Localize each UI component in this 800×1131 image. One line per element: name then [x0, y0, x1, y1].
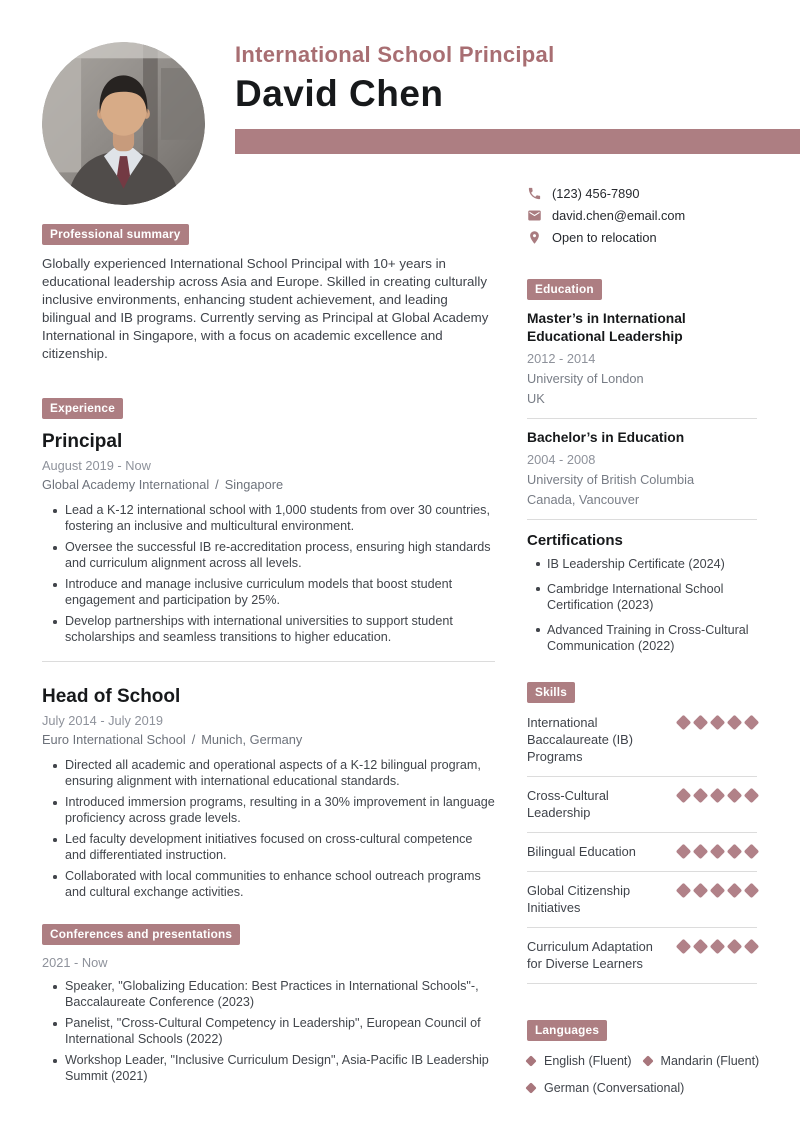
relocation-status: Open to relocation	[552, 229, 657, 245]
degree-location: UK	[527, 391, 545, 407]
skill-name: Bilingual Education	[527, 844, 636, 860]
sidebar-column	[527, 185, 760, 1096]
job-bullet: Led faculty development initiatives focused on cross-cultural competence and differentiated instruction.	[65, 832, 495, 863]
skill-diamond-icon	[710, 715, 726, 731]
skill-diamond-icon	[676, 939, 692, 955]
skill-diamond-icon	[744, 883, 760, 899]
phone-number: (123) 456-7890	[552, 185, 640, 201]
degree-dates: 2012 - 2014	[527, 351, 596, 367]
job-bullet: Oversee the successful IB re-accreditation process, ensuring high standards and curriculum alignment across all levels.	[65, 540, 495, 571]
job-dates: July 2014 - July 2019	[42, 713, 163, 729]
skill-diamond-icon	[710, 883, 726, 899]
languages-section	[527, 1020, 760, 1096]
degree-dates: 2004 - 2008	[527, 452, 596, 468]
job-bullet-list	[42, 758, 495, 900]
job-dates: August 2019 - Now	[42, 458, 151, 474]
education-section-badge: Education	[527, 279, 602, 300]
contact-email-row	[527, 207, 757, 223]
skill-row	[527, 704, 757, 777]
skill-diamond-icon	[710, 844, 726, 860]
conference-item: Workshop Leader, "Inclusive Curriculum Design", Asia-Pacific IB Leadership Summit (2021)	[65, 1053, 495, 1084]
conference-list	[42, 979, 495, 1084]
languages-section-badge: Languages	[527, 1020, 607, 1041]
conferences-section-badge: Conferences and presentations	[42, 924, 240, 945]
phone-icon	[527, 186, 542, 201]
skill-diamond-icon	[693, 939, 709, 955]
location-pin-icon	[527, 230, 542, 245]
degree-title: Bachelor’s in Education	[527, 430, 685, 446]
job-title-heading: Principal	[42, 431, 123, 453]
conferences-section	[42, 924, 495, 1084]
email-icon	[527, 208, 542, 223]
contact-section	[527, 185, 757, 245]
content-columns	[0, 154, 800, 1095]
skill-diamond-icon	[693, 788, 709, 804]
skill-diamond-icon	[727, 883, 743, 899]
profile-photo	[42, 42, 205, 205]
language-label: English (Fluent)	[544, 1054, 632, 1069]
skill-diamond-icon	[744, 844, 760, 860]
job-bullet: Directed all academic and operational aspects of a K-12 bilingual program, ensuring alignment with international educational standards.	[65, 758, 495, 789]
skill-row	[527, 928, 757, 984]
job-company: Euro International School	[42, 732, 186, 748]
degree-location: Canada, Vancouver	[527, 492, 640, 508]
person-name: David Chen	[235, 73, 444, 115]
job-bullet-list	[42, 503, 495, 645]
job-location: Munich, Germany	[201, 732, 303, 748]
skill-diamond-icon	[676, 715, 692, 731]
skill-rating	[678, 885, 757, 896]
skill-diamond-icon	[676, 844, 692, 860]
skill-rating	[678, 941, 757, 952]
meta-separator: /	[191, 732, 196, 748]
skill-name: Global Citizenship Initiatives	[527, 883, 631, 916]
language-label: Mandarin (Fluent)	[660, 1054, 760, 1069]
education-list	[527, 300, 757, 520]
conferences-dates: 2021 - Now	[42, 955, 108, 971]
language-item	[527, 1081, 684, 1095]
skills-list	[527, 704, 757, 984]
skill-diamond-icon	[727, 788, 743, 804]
language-item	[527, 1054, 632, 1068]
skill-row	[527, 777, 757, 833]
job-bullet: Develop partnerships with international universities to support student scholarships and seamless transitions to higher education.	[65, 614, 495, 645]
skill-name: International Baccalaureate (IB) Programs	[527, 715, 633, 765]
language-diamond-icon	[642, 1055, 653, 1066]
degree-entry	[527, 419, 757, 520]
skills-section-badge: Skills	[527, 682, 575, 703]
language-label: German (Conversational)	[544, 1081, 685, 1096]
job-title: International School Principal	[235, 42, 555, 67]
language-diamond-icon	[525, 1082, 536, 1093]
skill-name: Curriculum Adaptation for Diverse Learners	[527, 939, 653, 972]
experience-section-badge: Experience	[42, 398, 123, 419]
job-bullet: Collaborated with local communities to enhance school outreach programs and cultural exchange activities.	[65, 869, 495, 900]
skill-rating	[678, 790, 757, 801]
skill-diamond-icon	[693, 844, 709, 860]
conference-item: Speaker, "Globalizing Education: Best Practices in International Schools"-, Baccalaureate Conference (2023)	[65, 979, 495, 1010]
skill-diamond-icon	[693, 715, 709, 731]
education-section	[527, 279, 757, 520]
job-bullet: Introduced immersion programs, resulting in a 30% improvement in language proficiency across grade levels.	[65, 795, 495, 825]
skill-diamond-icon	[727, 844, 743, 860]
degree-title: Master’s in International Educational Leadership	[527, 311, 686, 345]
skill-diamond-icon	[710, 788, 726, 804]
experience-list	[42, 430, 495, 900]
skill-row	[527, 872, 757, 928]
degree-school: University of British Columbia	[527, 472, 695, 488]
skill-diamond-icon	[710, 939, 726, 955]
certification-item: Advanced Training in Cross-Cultural Communication (2022)	[547, 622, 757, 654]
degree-entry	[527, 300, 757, 419]
contact-location-row	[527, 229, 757, 245]
job-entry	[42, 430, 495, 645]
job-title-heading: Head of School	[42, 686, 181, 708]
skill-rating	[678, 717, 757, 728]
skill-name: Cross-Cultural Leadership	[527, 788, 609, 821]
skill-diamond-icon	[744, 939, 760, 955]
skill-row	[527, 833, 757, 872]
skills-section	[527, 682, 757, 984]
job-bullet: Lead a K-12 international school with 1,000 students from over 30 countries, fostering an inclusive and multicultural environment.	[65, 503, 495, 534]
email-address: david.chen@email.com	[552, 207, 686, 223]
job-meta	[42, 732, 495, 748]
skill-diamond-icon	[744, 788, 760, 804]
meta-separator: /	[215, 477, 219, 493]
certification-item: IB Leadership Certificate (2024)	[547, 556, 757, 572]
header	[235, 0, 800, 154]
accent-bar	[235, 129, 800, 154]
language-diamond-icon	[525, 1055, 536, 1066]
job-location: Singapore	[224, 477, 284, 493]
job-bullet: Introduce and manage inclusive curriculum models that boost student engagement and participation by 25%.	[65, 577, 495, 608]
certifications-heading: Certifications	[527, 532, 623, 550]
certification-list	[527, 556, 757, 654]
skill-diamond-icon	[727, 939, 743, 955]
language-item	[644, 1054, 760, 1068]
job-entry	[42, 661, 495, 900]
profile-photo-image	[42, 42, 205, 205]
job-meta	[42, 477, 495, 493]
summary-section-badge: Professional summary	[42, 224, 189, 245]
skill-diamond-icon	[693, 883, 709, 899]
experience-section	[42, 398, 495, 900]
skill-diamond-icon	[676, 788, 692, 804]
language-list	[527, 1054, 771, 1095]
summary-section	[42, 224, 495, 363]
job-company: Global Academy International	[42, 477, 210, 493]
skill-rating	[678, 846, 757, 857]
conference-item: Panelist, "Cross-Cultural Competency in Leadership", European Council of International Schools (2022)	[65, 1016, 495, 1047]
contact-phone-row	[527, 185, 757, 201]
degree-school: University of London	[527, 371, 644, 387]
skill-diamond-icon	[727, 715, 743, 731]
main-column	[42, 224, 495, 1090]
certification-item: Cambridge International School Certification (2023)	[547, 581, 757, 613]
skill-diamond-icon	[744, 715, 760, 731]
summary-text: Globally experienced International School Principal with 10+ years in educational leadership across Asia and Europe. Skilled in creating culturally inclusive environments, enhancing student achievement, and leading bilingual and IB programs. Currently serving as Principal at Global Academy International in Singapore, with a focus on academic excellence and citizenship.	[42, 256, 489, 362]
certifications-section	[527, 532, 757, 654]
skill-diamond-icon	[676, 883, 692, 899]
